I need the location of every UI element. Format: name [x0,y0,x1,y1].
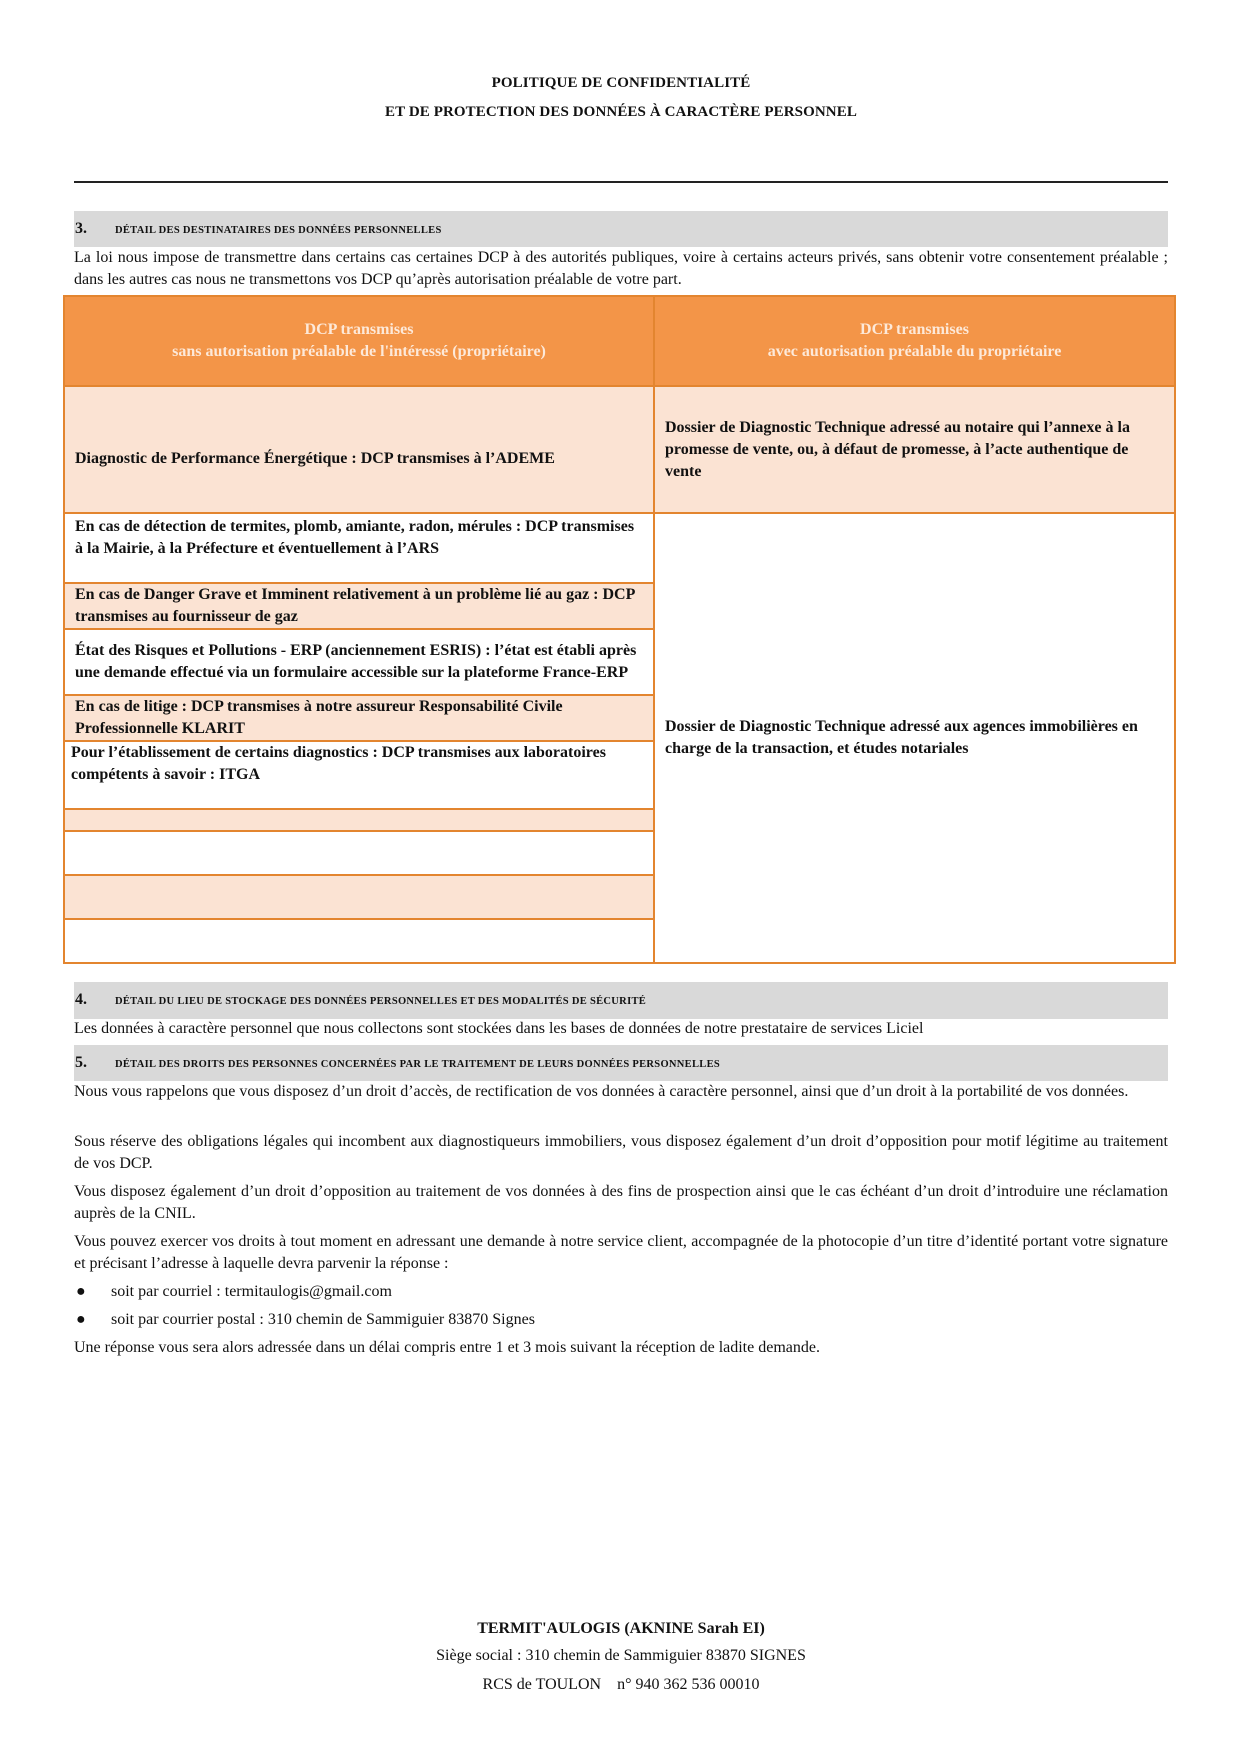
footer-address: Siège social : 310 chemin de Sammiguier 83870 SIGNES [436,1647,806,1664]
col-header-with-consent: DCP transmises avec autorisation préalable du propriétaire [654,296,1175,386]
left-cell: En cas de litige : DCP transmises à notre assureur Responsabilité Civile Professionnelle KLARIT [64,695,654,741]
section-5-heading [74,1045,1168,1081]
document-title-line2: ET DE PROTECTION DES DONNÉES À CARACTÈRE PERSONNEL [385,104,857,120]
right-cell: Dossier de Diagnostic Technique adressé au notaire qui l’annexe à la promesse de vente, ou, à défaut de promesse, à l’acte authentique de vente [654,386,1175,513]
left-cell [64,919,654,963]
table-row [64,386,1175,513]
section-4-number: 4. [75,991,87,1008]
bullet-icon: ● [76,1283,86,1300]
left-cell [64,809,654,831]
dcp-recipients-table [63,295,1176,964]
section-4-text: Les données à caractère personnel que nous collectons sont stockées dans les bases de données de notre prestataire de services Liciel [74,1020,924,1037]
left-cell: État des Risques et Pollutions - ERP (anciennement ESRIS) : l’état est établi après une demande effectué via un formulaire accessible sur la plateforme France-ERP [64,629,654,695]
footer-company: TERMIT'AULOGIS (AKNINE Sarah EI) [477,1620,765,1637]
table-row [64,513,1175,583]
left-cell: Pour l’établissement de certains diagnostics : DCP transmises aux laboratoires compétents à savoir : ITGA [64,741,654,809]
left-cell: Diagnostic de Performance Énergétique : DCP transmises à l’ADEME [64,386,654,513]
section-5-paragraph: Vous pouvez exercer vos droits à tout moment en adressant une demande à notre service client, accompagnée de la photocopie d’un titre d’identité portant votre signature et précisant l’adresse à laquelle devra parvenir la réponse : [74,1233,1168,1272]
left-cell: En cas de détection de termites, plomb, amiante, radon, mérules : DCP transmises à la Mairie, à la Préfecture et éventuellement à l’ARS [64,513,654,583]
contact-email: soit par courriel : termitaulogis@gmail.com [111,1283,392,1300]
section-5-closing: Une réponse vous sera alors adressée dans un délai compris entre 1 et 3 mois suivant la réception de ladite demande. [74,1339,820,1356]
section-5-paragraph: Vous disposez également d’un droit d’opposition au traitement de vos données à des fins de prospection ainsi que le cas échéant d’un droit d’introduire une réclamation auprès de la CNIL. [74,1183,1168,1222]
header-divider [74,181,1168,183]
section-3-heading [74,211,1168,247]
document-title-line1: POLITIQUE DE CONFIDENTIALITÉ [491,75,751,91]
right-cell: Dossier de Diagnostic Technique adressé aux agences immobilières en charge de la transaction, et études notariales [654,513,1175,963]
section-3-number: 3. [75,220,87,237]
contact-postal: soit par courrier postal : 310 chemin de Sammiguier 83870 Signes [111,1311,535,1328]
footer-rcs: RCS de TOULON n° 940 362 536 00010 [482,1676,760,1693]
bullet-icon: ● [76,1311,86,1328]
section-5-title: DÉTAIL DES DROITS DES PERSONNES CONCERNÉES PAR LE TRAITEMENT DE LEURS DONNÉES PERSONNELLES [115,1059,721,1070]
left-cell [64,875,654,919]
section-5-paragraph: Nous vous rappelons que vous disposez d’un droit d’accès, de rectification de vos données à caractère personnel, ainsi que d’un droit à la portabilité de vos données. [74,1083,1129,1100]
table-header-row [64,296,1175,386]
section-4-title: DÉTAIL DU LIEU DE STOCKAGE DES DONNÉES PERSONNELLES ET DES MODALITÉS DE SÉCURITÉ [115,996,647,1007]
section-3-title: DÉTAIL DES DESTINATAIRES DES DONNÉES PERSONNELLES [115,225,442,236]
left-cell [64,831,654,875]
left-cell: En cas de Danger Grave et Imminent relativement à un problème lié au gaz : DCP transmises au fournisseur de gaz [64,583,654,629]
section-5-number: 5. [75,1054,87,1071]
section-4-heading [74,982,1168,1019]
section-3-intro: La loi nous impose de transmettre dans certains cas certaines DCP à des autorités publiques, voire à certains acteurs privés, sans obtenir votre consentement préalable ; dans les autres cas nous ne transmettons vos DCP qu’après autorisation préalable de votre part. [74,249,1168,288]
col-header-without-consent: DCP transmises sans autorisation préalable de l'intéressé (propriétaire) [64,296,654,386]
section-5-paragraph: Sous réserve des obligations légales qui incombent aux diagnostiqueurs immobiliers, vous disposez également d’un droit d’opposition pour motif légitime au traitement de vos DCP. [74,1133,1168,1172]
